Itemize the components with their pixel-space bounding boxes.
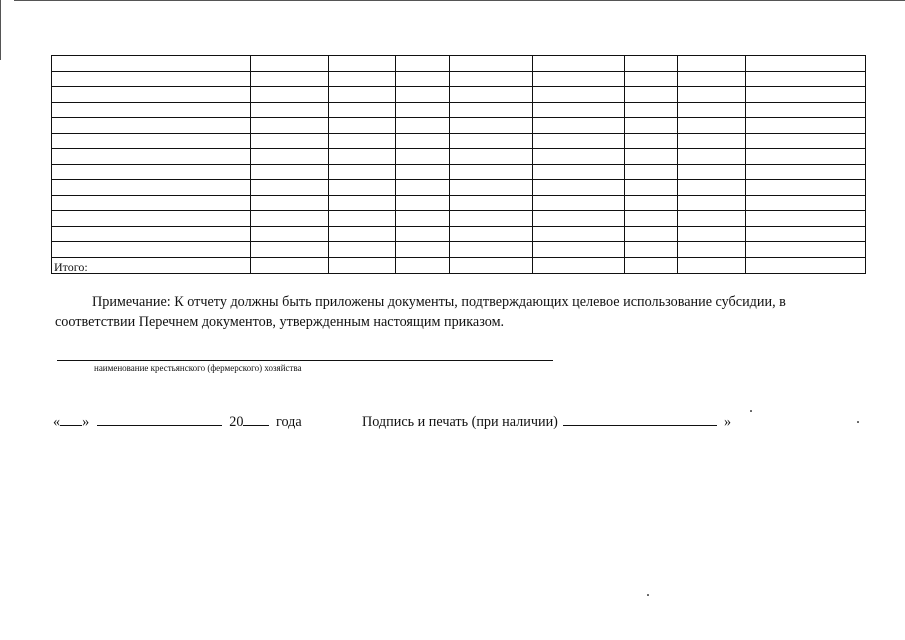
table-cell: [396, 149, 450, 165]
page-edge-top: [14, 0, 905, 1]
table-cell: [746, 118, 866, 134]
table-cell: [533, 242, 625, 258]
table-cell: [396, 257, 450, 273]
table-cell: [251, 71, 329, 87]
table-row: [52, 195, 866, 211]
signature-line: [362, 410, 731, 431]
table-cell: [450, 226, 533, 242]
scan-speck: [750, 410, 752, 412]
table-cell: [533, 211, 625, 227]
year-blank: [243, 410, 269, 426]
table-cell: [52, 71, 251, 87]
table-cell: [52, 211, 251, 227]
table-cell: [396, 164, 450, 180]
table-cell: [533, 195, 625, 211]
table-cell: [396, 56, 450, 72]
table-cell: [52, 118, 251, 134]
table-cell: [52, 102, 251, 118]
table-row: [52, 242, 866, 258]
table-cell: [746, 180, 866, 196]
table-row: [52, 87, 866, 103]
year-suffix: года: [276, 414, 302, 430]
table-cell: [251, 180, 329, 196]
table-cell: [533, 226, 625, 242]
table-cell: [450, 242, 533, 258]
table-cell: [678, 133, 746, 149]
table-cell: [746, 226, 866, 242]
table-cell: [329, 118, 396, 134]
signature-close-quote: »: [723, 414, 732, 430]
table-cell: [329, 149, 396, 165]
table-cell: [450, 133, 533, 149]
table-cell: [678, 102, 746, 118]
table-cell: [533, 71, 625, 87]
table-cell: [625, 102, 678, 118]
table-cell: [52, 226, 251, 242]
table-row: [52, 71, 866, 87]
table-cell: [678, 257, 746, 273]
scan-speck: [647, 594, 649, 596]
table-cell: [678, 164, 746, 180]
table-cell: [625, 118, 678, 134]
table-cell: [396, 195, 450, 211]
table-cell: [625, 242, 678, 258]
table-cell: [251, 257, 329, 273]
table-cell: [533, 133, 625, 149]
table-cell: [746, 164, 866, 180]
table-cell: [746, 87, 866, 103]
table-cell: [625, 211, 678, 227]
total-label: Итого:: [52, 257, 251, 273]
table-cell: [52, 164, 251, 180]
table-cell: [396, 102, 450, 118]
table-cell: [678, 211, 746, 227]
table-cell: [625, 195, 678, 211]
table-cell: [329, 102, 396, 118]
table-cell: [329, 56, 396, 72]
date-open-quote: «: [53, 414, 61, 430]
table-cell: [450, 71, 533, 87]
table-cell: [625, 87, 678, 103]
table-cell: [396, 211, 450, 227]
table-cell: [746, 133, 866, 149]
table-cell: [251, 118, 329, 134]
table-cell: [396, 242, 450, 258]
table-cell: [450, 180, 533, 196]
table-cell: [52, 149, 251, 165]
table-cell: [329, 71, 396, 87]
table-cell: [746, 195, 866, 211]
note-text: Примечание: К отчету должны быть приложены документы, подтверждающих целевое использование субсидии, в соответствии Перечнем документов, утвержденным настоящим приказом.: [55, 294, 786, 330]
page-edge-left: [0, 0, 1, 60]
table-cell: [251, 164, 329, 180]
table-cell: [625, 257, 678, 273]
table-cell: [329, 242, 396, 258]
table-cell: [396, 87, 450, 103]
table-row: [52, 56, 866, 72]
signature-blank: [563, 410, 717, 426]
signature-label: Подпись и печать (при наличии): [362, 414, 558, 430]
table-cell: [678, 180, 746, 196]
table-cell: [625, 71, 678, 87]
table-cell: [533, 56, 625, 72]
table-cell: [450, 118, 533, 134]
table-cell: [450, 87, 533, 103]
table-cell: [533, 87, 625, 103]
scan-speck: [857, 421, 859, 423]
table-cell: [251, 226, 329, 242]
table-cell: [251, 102, 329, 118]
table-cell: [746, 56, 866, 72]
table-cell: [625, 180, 678, 196]
table-cell: [52, 56, 251, 72]
table-cell: [625, 133, 678, 149]
table-cell: [625, 56, 678, 72]
table-cell: [625, 149, 678, 165]
table-cell: [746, 71, 866, 87]
farm-name-line: [57, 360, 553, 361]
table-cell: [396, 118, 450, 134]
table-cell: [678, 71, 746, 87]
table-cell: [450, 195, 533, 211]
table-cell: [678, 242, 746, 258]
table-cell: [251, 56, 329, 72]
table-cell: [678, 195, 746, 211]
table-cell: [329, 87, 396, 103]
table-row: [52, 118, 866, 134]
table-row: [52, 180, 866, 196]
note-paragraph: [55, 292, 855, 332]
table-cell: [396, 133, 450, 149]
table-cell: [450, 149, 533, 165]
table-cell: [450, 56, 533, 72]
table-cell: [329, 257, 396, 273]
report-table: [51, 55, 866, 274]
month-blank: [97, 410, 222, 426]
table-cell: [533, 149, 625, 165]
table-cell: [396, 71, 450, 87]
table-cell: [678, 149, 746, 165]
table-cell: [329, 164, 396, 180]
table-cell: [329, 226, 396, 242]
table-cell: [329, 180, 396, 196]
table-cell: [533, 118, 625, 134]
table-cell: [52, 195, 251, 211]
table-cell: [52, 133, 251, 149]
table-cell: [396, 226, 450, 242]
table-row: [52, 133, 866, 149]
table-cell: [251, 87, 329, 103]
table-cell: [450, 102, 533, 118]
table-cell: [746, 211, 866, 227]
table-cell: [329, 133, 396, 149]
table-row: [52, 102, 866, 118]
table-cell: [396, 180, 450, 196]
table-cell: [746, 102, 866, 118]
table-cell: [52, 242, 251, 258]
table-body: [52, 56, 866, 274]
table-cell: [678, 87, 746, 103]
table-cell: [251, 195, 329, 211]
table-cell: [52, 180, 251, 196]
table-row: [52, 149, 866, 165]
table-cell: [251, 133, 329, 149]
table-cell: [450, 164, 533, 180]
table-cell: [251, 211, 329, 227]
table-cell: [746, 149, 866, 165]
table-cell: [251, 242, 329, 258]
table-row: [52, 211, 866, 227]
table-cell: [52, 87, 251, 103]
table-cell: [329, 211, 396, 227]
date-line: [53, 410, 302, 431]
table-row: [52, 164, 866, 180]
table-cell: [678, 226, 746, 242]
table-total-row: [52, 257, 866, 273]
table-row: [52, 226, 866, 242]
date-close-quote: »: [82, 414, 90, 430]
year-prefix: 20: [229, 414, 244, 430]
table-cell: [251, 149, 329, 165]
farm-name-caption: наименование крестьянского (фермерского) хозяйства: [94, 363, 302, 373]
table-cell: [450, 257, 533, 273]
table-cell: [678, 56, 746, 72]
table-cell: [450, 211, 533, 227]
table-cell: [746, 242, 866, 258]
table-cell: [533, 164, 625, 180]
table-cell: [625, 164, 678, 180]
day-blank: [60, 410, 82, 426]
table-cell: [533, 102, 625, 118]
table-cell: [678, 118, 746, 134]
table-cell: [746, 257, 866, 273]
table-cell: [625, 226, 678, 242]
table-cell: [329, 195, 396, 211]
table-cell: [533, 257, 625, 273]
table-cell: [533, 180, 625, 196]
